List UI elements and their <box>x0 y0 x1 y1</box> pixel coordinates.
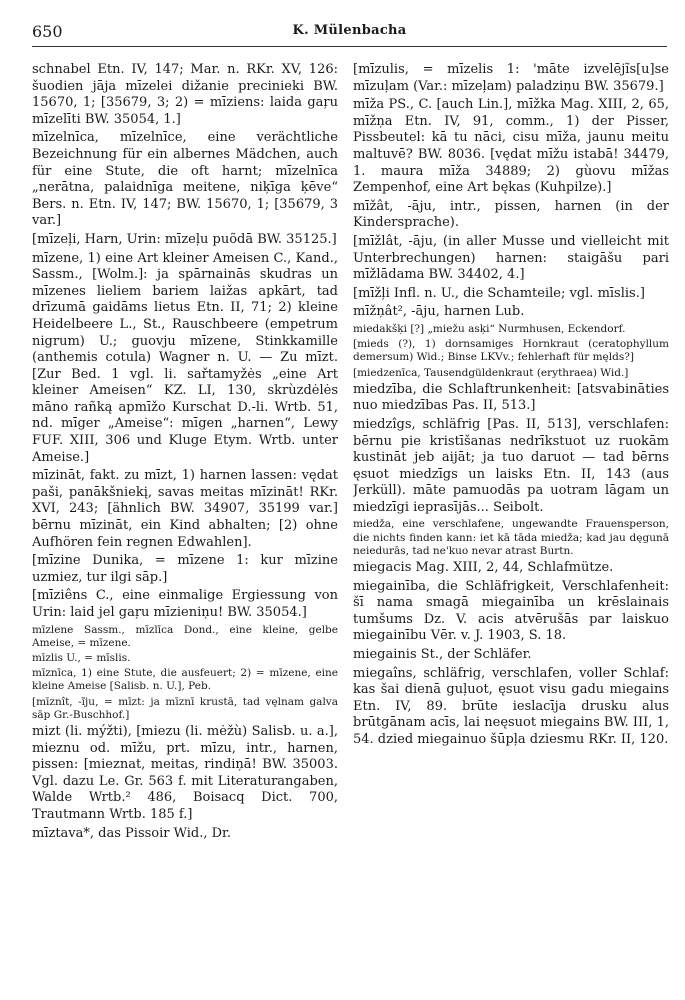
left-column <box>32 62 338 990</box>
dictionary-entry: schnabel Etn. IV, 147; Mar. n. RKr. XV, 126: šuodien jāja mīzelei dižanie precinieki BW. 15670, 1; [35679, 3; 2) = mīziens: laida gaŗu mīzelīti BW. 35054, 1.] <box>32 62 338 127</box>
dictionary-entry: mīzene, 1) eine Art kleiner Ameisen C., Kand., Sassm., [Wolm.]: ja spārnainās skudras un mīzenes lieliem bariem laižas apkārt, tad drīzumā gaidāms lietus Etn. II, 71; 2) kleine Heidelbeere L., St., Rauschbeere (empetrum nigrum) U.; guovju mīzene, Stinkkamille (anthemis cotula) Wagner n. U. — Zu mīzt. [Zur Bed. 1 vgl. li. sařtamyžės „eine Art kleiner Ameisen“ KZ. LI, 130, skrùzdėlės māno rañką apmīžo Kurschat D.-li. Wrtb. 51, nd. mīger „Ameise“: mīgen „harnen“, Lewy FUF. XIII, 306 und Kluge Etym. Wrtb. unter Ameise.] <box>32 250 338 465</box>
dictionary-entry: miedzība, die Schlaftrunkenheit: [atsvabināties nuo miedzības Pas. II, 513.] <box>353 381 669 414</box>
dictionary-entry: miegainis St., der Schläfer. <box>353 647 532 663</box>
dictionary-entry: [miedzenīca, Tausendgüldenkraut (erythraea) Wid.] <box>353 366 629 379</box>
dictionary-entry: mīzināt, fakt. zu mīzt, 1) harnen lassen: vędat paši, panākšniekį, savas meitas mīzināt! RKr. XVI, 243; [ähnlich BW. 34907, 35199 var.] bērnu mīzināt, ein Kind abhalten; [2) ohne Aufhören fein regnen Edwahlen]. <box>32 468 338 550</box>
dictionary-entry: [mīžļi Infl. n. U., die Schamteile; vgl. mīslis.] <box>353 285 645 301</box>
dictionary-entry: miedzîgs, schläfrig [Pas. II, 513], verschlafen: bērnu pie kristīšanas nedrīkstuot uz ruokām kustināt jeb aijāt; ja tuo daruot — tad bērns ęsuot miedzīgs un laisks Etn. II, 143 (aus Jerküll). māte pamuodās pa uotram lāgam un miedzīgi ieprasījās... Seibolt. <box>353 416 669 515</box>
dictionary-entry: miedža, eine verschlafene, ungewandte Frauensperson, die nichts finden kann: iet kā tāda miedža; kad jau dęgunā neiedurās, tad ne'kuo nevar atrast Burtn. <box>353 518 669 557</box>
dictionary-entry: miegainība, die Schläfrigkeit, Verschlafenheit: šī nama smagā miegainība un krēslainais tumšums Dz. V. acis atvērušās par laiskuo miegainību Vēr. v. J. 1903, S. 18. <box>353 578 669 644</box>
dictionary-entry: [mīznît, -ĩju, = mīzt: ja mīznī krustā, tad vęlnam galva sāp Gr.-Buschhof.] <box>32 695 338 721</box>
right-column <box>353 62 669 990</box>
dictionary-entry: miedakšķi [?] „miežu asķi“ Nurmhusen, Eckendorf. <box>353 322 626 335</box>
dictionary-entry: [mīziêns C., eine einmalige Ergiessung von Urin: laid jel gaŗu mīzieniņu! BW. 35054.] <box>32 588 338 620</box>
running-title: K. Mülenbacha <box>292 23 407 38</box>
dictionary-entry: [mieds (?), 1) dornsamiges Hornkraut (ceratophyllum demersum) Wid.; Binse LKVv.; fehlerhaft für męlds?] <box>353 338 669 364</box>
dictionary-entry: mīznīca, 1) eine Stute, die ausfeuert; 2) = mīzene, eine kleine Ameise [Salisb. n. U.], Peb. <box>32 667 338 693</box>
dictionary-entry: miegaîns, schläfrig, verschlafen, voller Schlaf: kas šai dienā guļuot, ęsuot visu gadu miegains Etn. IV, 89. brūte ieslacīja drusku alus brūtgānam acīs, lai neęsuot miegains BW. III, 1, 54. dzied miegainuo šūpļa dziesmu RKr. II, 120. <box>353 665 669 748</box>
dictionary-entry: mizt (li. mýžti), [miezu (li. mėžù) Salisb. u. a.], mieznu od. mīžu, prt. mīzu, intr., harnen, pissen: [mieznat, meitas, rindiņā! BW. 35003. Vgl. dazu Le. Gr. 563 f. mit Literaturangaben, Walde Wrtb.² 486, Boisacq Dict. 700, Trautmann Wrtb. 185 f.] <box>32 724 338 822</box>
dictionary-entry: [mīzeļi, Harn, Urin: mīzeļu puõdā BW. 35125.] <box>32 231 337 247</box>
page-number: 650 <box>32 22 63 41</box>
dictionary-entry: mīža PS., C. [auch Lin.], mīžka Mag. XIII, 2, 65, mīžņa Etn. IV, 91, comm., 1) der Pisser, Pissbeutel: kā tu nāci, cisu mīža, jaunu meitu maltuvē? BW. 8036. [vędat mīžu istabā! 34479, 1. maura mīža 34889; 2) gùovu mīžas Zempenhof, eine Art bękas (Kuhpilze).] <box>353 97 669 196</box>
dictionary-entry: miegacis Mag. XIII, 2, 44, Schlafmütze. <box>353 560 614 576</box>
dictionary-entry: mīžât, -āju, intr., pissen, harnen (in der Kindersprache). <box>353 198 669 231</box>
dictionary-entry: [mīžlât, -āju, (in aller Musse und vielleicht mit Unterbrechungen) harnen: staigāšu pari mīžlādama BW. 34402, 4.] <box>353 233 669 283</box>
dictionary-entry: mīztava*, das Pissoir Wid., Dr. <box>32 825 231 841</box>
dictionary-entry: mīzlis U., = mīslis. <box>32 652 131 664</box>
dictionary-entry: [mīzulis, = mīzelis 1: 'māte izvelējĩs[u]se mīzuļam (Var.: mīzeļam) paladziņu BW. 35679.] <box>353 62 669 94</box>
dictionary-entry: [mīzine Dunika, = mīzene 1: kur mīzine uzmiez, tur ilgi sāp.] <box>32 553 338 585</box>
dictionary-entry: mīzlene Sassm., mīzlīca Dond., eine kleine, gelbe Ameise, = mīzene. <box>32 623 338 649</box>
dictionary-entry: mīžņât², -āju, harnen Lub. <box>353 304 525 320</box>
page-header <box>32 20 667 47</box>
dictionary-entry: mīzelnīca, mīzelnīce, eine verächtliche Bezeichnung für ein albernes Mädchen, auch für eine Stute, die oft harnt; mīzelnīca „nerātna, palaidnīga meitene, niķīga ķēve“ Bers. n. Etn. IV, 147; BW. 15670, 1; [35679, 3 var.] <box>32 130 338 229</box>
